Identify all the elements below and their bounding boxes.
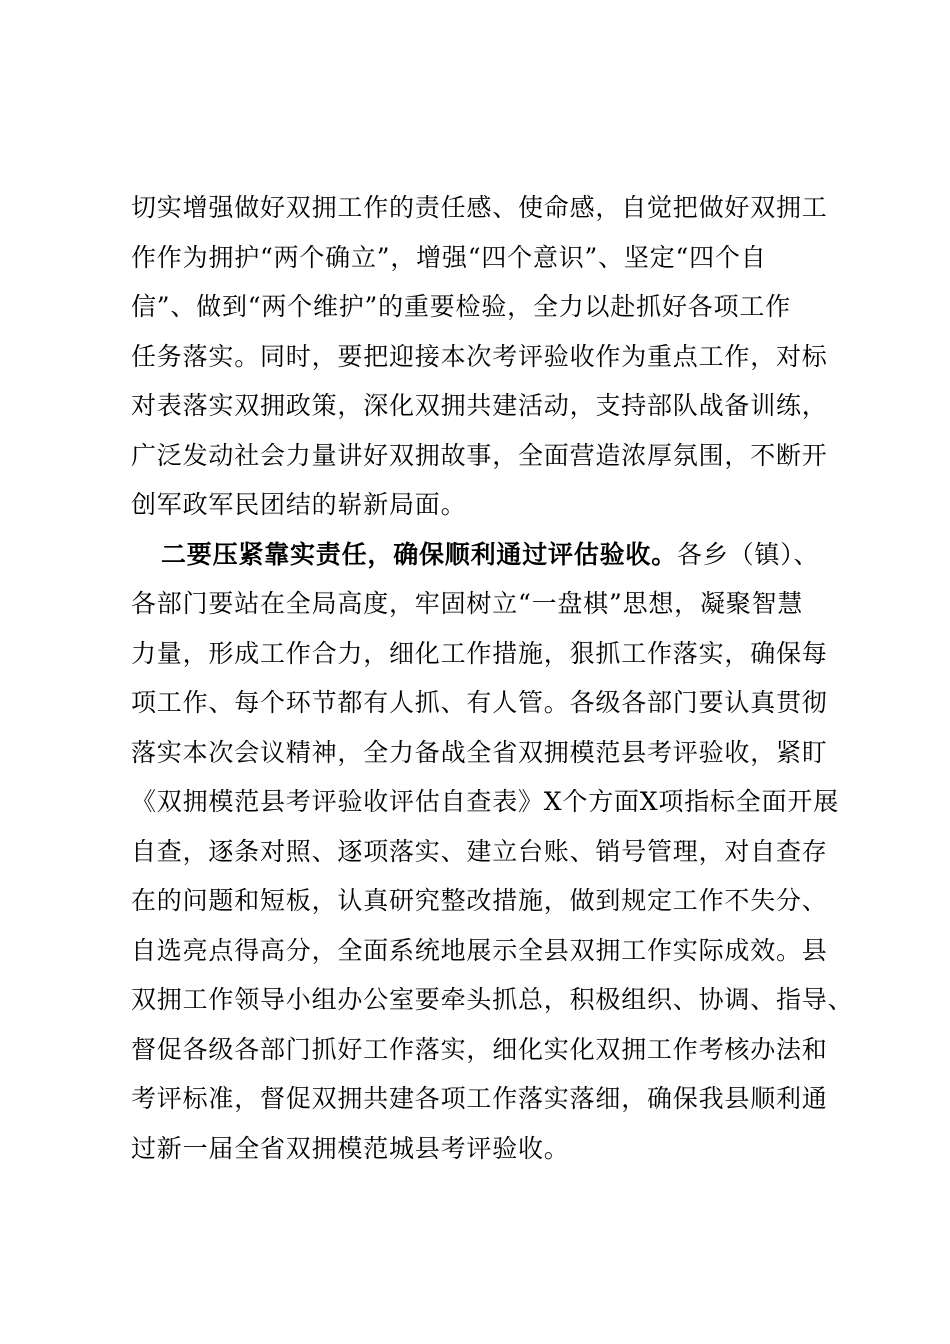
text-line: 广泛发动社会力量讲好双拥故事，全面营造浓厚氛围，不断开 bbox=[131, 440, 828, 470]
text-line: 作作为拥护“两个确立”，增强“四个意识”、坚定“四个自 bbox=[131, 242, 767, 272]
text-line: 切实增强做好双拥工作的责任感、使命感，自觉把做好双拥工 bbox=[131, 193, 828, 222]
document-body bbox=[131, 183, 854, 1173]
text-line: 任务落实。同时，要把迎接本次考评验收作为重点工作，对标 bbox=[131, 341, 828, 371]
text-line: 项工作、每个环节都有人抓、有人管。各级各部门要认真贯彻 bbox=[131, 688, 828, 717]
text-line-continuation: 各乡（镇）、 bbox=[677, 539, 820, 569]
text-line: 双拥工作领导小组办公室要牵头抓总，积极组织、协调、指导、 bbox=[131, 985, 854, 1014]
text-line: 各部门要站在全局高度，牢固树立“一盘棋”思想，凝聚智慧 bbox=[131, 589, 804, 618]
section-heading: 二要压紧靠实责任，确保顺利通过评估验收。 bbox=[161, 539, 678, 569]
text-line: 创军政军民团结的崭新局面。 bbox=[131, 490, 467, 519]
text-line: 督促各级各部门抓好工作落实，细化实化双拥工作考核办法和 bbox=[131, 1034, 828, 1064]
paragraph-2 bbox=[131, 530, 854, 1174]
paragraph-1 bbox=[131, 183, 851, 530]
text-line: 在的问题和短板，认真研究整改措施，做到规定工作不失分、 bbox=[131, 886, 828, 915]
text-line: 《双拥模范县考评验收评估自查表》X个方面X项指标全面开展 bbox=[131, 787, 839, 816]
text-line: 对表落实双拥政策，深化双拥共建活动，支持部队战备训练， bbox=[131, 391, 828, 420]
text-line: 信”、做到“两个维护”的重要检验，全力以赴抓好各项工作 bbox=[131, 292, 791, 321]
text-line: 落实本次会议精神，全力备战全省双拥模范县考评验收，紧盯 bbox=[131, 737, 828, 767]
text-line: 自选亮点得高分，全面系统地展示全县双拥工作实际成效。县 bbox=[131, 935, 828, 965]
text-line: 自查，逐条对照、逐项落实、建立台账、销号管理，对自查存 bbox=[131, 836, 828, 866]
text-line: 力量，形成工作合力，细化工作措施，狠抓工作落实，确保每 bbox=[131, 638, 828, 668]
text-line: 考评标准，督促双拥共建各项工作落实落细，确保我县顺利通 bbox=[131, 1084, 828, 1113]
text-line: 过新一届全省双拥模范城县考评验收。 bbox=[131, 1133, 570, 1163]
paragraph-2-first-line bbox=[131, 530, 851, 580]
